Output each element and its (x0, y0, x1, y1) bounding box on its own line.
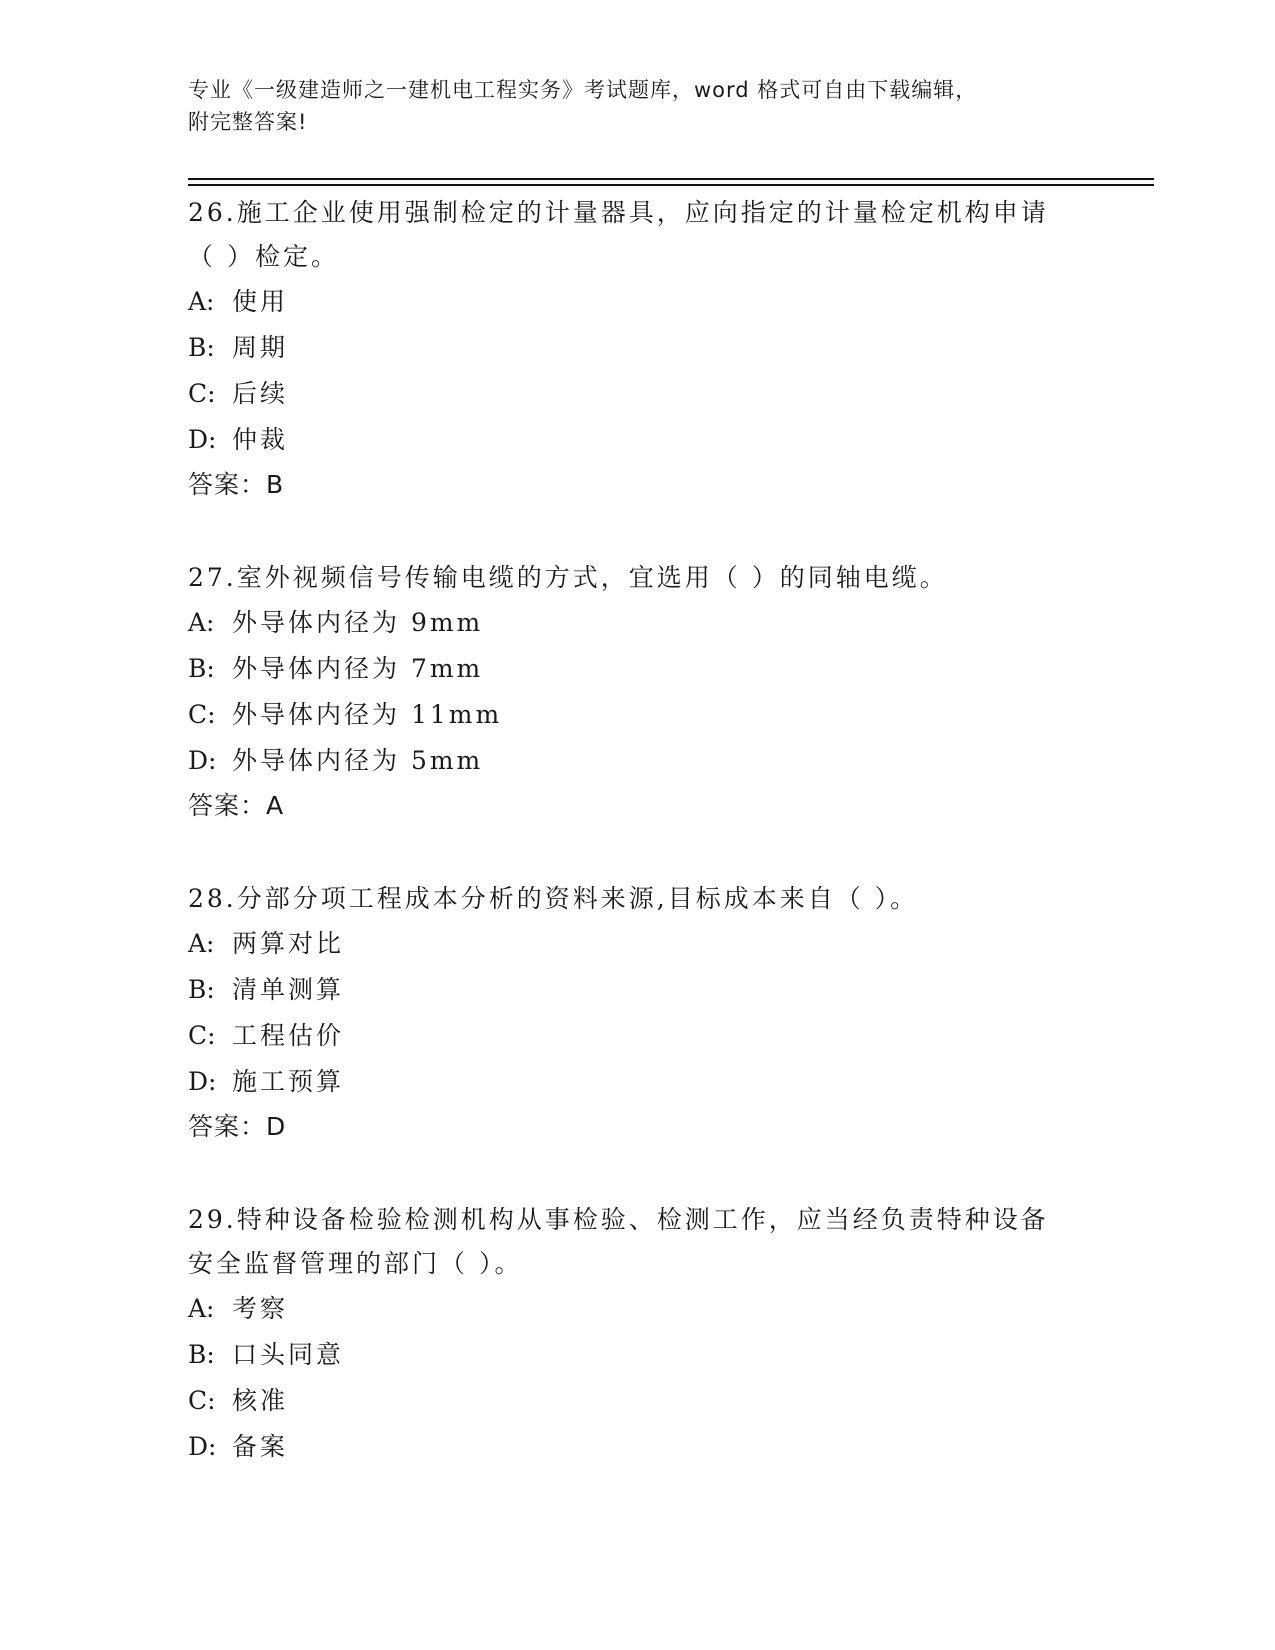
option-d (188, 417, 1088, 463)
option-letter: D: (188, 1432, 217, 1461)
option-b (188, 967, 1088, 1013)
header-line-2: 附完整答案! (188, 110, 308, 134)
option-letter: C: (188, 1021, 216, 1050)
option-text: 外导体内径为 7mm (232, 654, 484, 683)
option-text: 口头同意 (232, 1340, 345, 1369)
option-letter: A: (188, 608, 215, 637)
header-line-1: 专业《一级建造师之一建机电工程实务》考试题库，word 格式可自由下载编辑， (188, 78, 978, 102)
document-header (188, 74, 1088, 138)
option-a (188, 1286, 1088, 1332)
question-stem-line: 27.室外视频信号传输电缆的方式，宜选用（ ）的同轴电缆。 (188, 563, 948, 592)
option-letter: D: (188, 1067, 217, 1096)
option-letter: B: (188, 975, 215, 1004)
option-b (188, 1332, 1088, 1378)
option-letter: C: (188, 379, 216, 408)
option-letter: D: (188, 746, 217, 775)
question-26 (188, 191, 1088, 507)
option-c (188, 371, 1088, 417)
question-stem-line: 26.施工企业使用强制检定的计量器具，应向指定的计量检定机构申请 (188, 198, 1049, 227)
option-text: 仲裁 (232, 425, 289, 454)
option-letter: B: (188, 333, 215, 362)
option-b (188, 325, 1088, 371)
option-letter: C: (188, 1386, 216, 1415)
option-letter: D: (188, 425, 217, 454)
option-a (188, 279, 1088, 325)
option-d (188, 738, 1088, 784)
answer-line: 答案：D (188, 1112, 287, 1141)
option-text: 两算对比 (232, 929, 345, 958)
answer-line: 答案：B (188, 470, 285, 499)
option-c (188, 1013, 1088, 1059)
option-b (188, 646, 1088, 692)
option-c (188, 1378, 1088, 1424)
option-text: 外导体内径为 9mm (232, 608, 484, 637)
option-text: 外导体内径为 5mm (232, 746, 484, 775)
question-29 (188, 1198, 1088, 1470)
answer-line: 答案：A (188, 791, 285, 820)
option-a (188, 921, 1088, 967)
option-letter: C: (188, 700, 216, 729)
option-text: 施工预算 (232, 1067, 345, 1096)
option-text: 使用 (232, 287, 289, 316)
question-list (188, 191, 1088, 1519)
option-a (188, 600, 1088, 646)
option-letter: A: (188, 1294, 215, 1323)
option-letter: B: (188, 654, 215, 683)
option-letter: B: (188, 1340, 215, 1369)
question-28 (188, 877, 1088, 1149)
option-letter: A: (188, 929, 215, 958)
option-c (188, 692, 1088, 738)
option-text: 外导体内径为 11mm (232, 700, 503, 729)
option-d (188, 1424, 1088, 1470)
question-stem-line: 28.分部分项工程成本分析的资料来源,目标成本来自（ ）。 (188, 884, 919, 913)
option-text: 核准 (232, 1386, 289, 1415)
option-text: 周期 (232, 333, 289, 362)
option-text: 备案 (232, 1432, 289, 1461)
question-stem-line: 29.特种设备检验检测机构从事检验、检测工作，应当经负责特种设备 (188, 1205, 1049, 1234)
question-stem-line: （ ）检定。 (188, 242, 339, 271)
question-27 (188, 556, 1088, 828)
option-text: 后续 (232, 379, 289, 408)
question-stem-line: 安全监督管理的部门（ ）。 (188, 1249, 523, 1278)
header-divider-top (188, 178, 1154, 180)
option-letter: A: (188, 287, 215, 316)
option-text: 清单测算 (232, 975, 345, 1004)
option-text: 考察 (232, 1294, 289, 1323)
option-d (188, 1059, 1088, 1105)
header-divider-bottom (188, 184, 1154, 186)
option-text: 工程估价 (232, 1021, 345, 1050)
